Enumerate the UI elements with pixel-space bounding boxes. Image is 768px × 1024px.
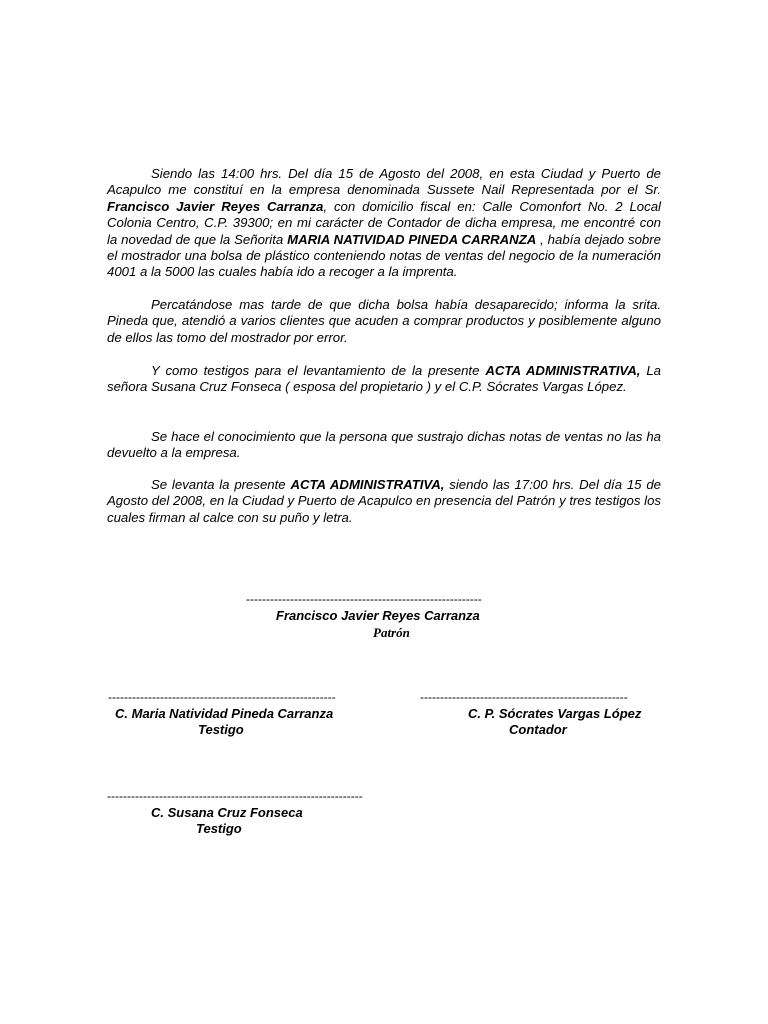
paragraph-intro-text-e: , había dejado sobre el mostrador una bolsa de plástico conteniendo notas de ventas del negocio de la numeración 4001 a la 5000 las cuales había ido a recoger a la imprenta. bbox=[107, 231, 661, 280]
paragraph-disappearance-text: Percatándose mas tarde de que dicha bolsa había desaparecido; informa la srita. Pineda que, atendió a varios clientes que acuden a comprar productos y posiblemente alguno de ellos las tomo del mostrador por error. bbox=[107, 297, 661, 345]
paragraph-disappearance bbox=[107, 297, 661, 346]
paragraph-witnesses-text-c: La señora Susana Cruz Fonseca ( esposa del propietario ) y el C.P. Sócrates Vargas López. bbox=[107, 363, 662, 395]
signature-line-testigo1: --------------------------------------------------------- bbox=[108, 690, 336, 704]
acta-label: ACTA ADMINISTRATIVA, bbox=[485, 363, 641, 378]
signature-name-testigo1: C. Maria Natividad Pineda Carranza bbox=[115, 706, 334, 721]
paragraph-intro-text-c: , con domicilio fiscal en: Calle Comonfort No. 2 Local Colonia Centro, C.P. 39300; en mi carácter de Contador de dicha empresa, me encontré con la novedad de que la Señorita bbox=[107, 198, 661, 247]
paragraph-notice-text: Se hace el conocimiento que la persona que sustrajo dichas notas de ventas no las ha devuelto a la empresa. bbox=[107, 429, 661, 461]
paragraph-witnesses-text-a: Y como testigos para el levantamiento de la presente bbox=[151, 363, 486, 378]
acta-label: ACTA ADMINISTRATIVA, bbox=[290, 477, 445, 492]
signature-line-patron: ----------------------------------------------------------- bbox=[246, 592, 482, 606]
signature-role-testigo2: Testigo bbox=[196, 821, 242, 836]
paragraph-closing-text-c: siendo las 17:00 hrs. Del día 15 de Agosto del 2008, en la Ciudad y Puerto de Acapulco en presencia del Patrón y tres testigos los cuales firman al calce con su puño y letra. bbox=[107, 477, 661, 525]
signature-line-testigo2: ---------------------------------------------------------------- bbox=[107, 789, 363, 803]
paragraph-closing-text-a: Se levanta la presente bbox=[151, 477, 291, 492]
owner-name: Francisco Javier Reyes Carranza bbox=[107, 198, 324, 214]
paragraph-witnesses bbox=[107, 363, 661, 396]
paragraph-intro-text-a: Siendo las 14:00 hrs. Del día 15 de Agosto del 2008, en esta Ciudad y Puerto de Acapulco me constituí en la empresa denominada Sussete Nail Representada por el Sr. bbox=[107, 166, 661, 198]
signature-role-contador: Contador bbox=[509, 722, 567, 737]
signature-name-contador: C. P. Sócrates Vargas López bbox=[468, 706, 642, 721]
employee-name: MARIA NATIVIDAD PINEDA CARRANZA bbox=[287, 231, 537, 247]
signature-line-contador: ---------------------------------------------------- bbox=[420, 690, 628, 704]
signature-name-testigo2: C. Susana Cruz Fonseca bbox=[151, 805, 303, 820]
signature-role-patron: Patrón bbox=[373, 625, 410, 640]
paragraph-intro bbox=[107, 166, 661, 281]
paragraph-closing bbox=[107, 477, 661, 526]
signature-name-patron: Francisco Javier Reyes Carranza bbox=[276, 608, 480, 623]
signature-role-testigo1: Testigo bbox=[198, 722, 244, 737]
paragraph-notice bbox=[107, 429, 661, 462]
